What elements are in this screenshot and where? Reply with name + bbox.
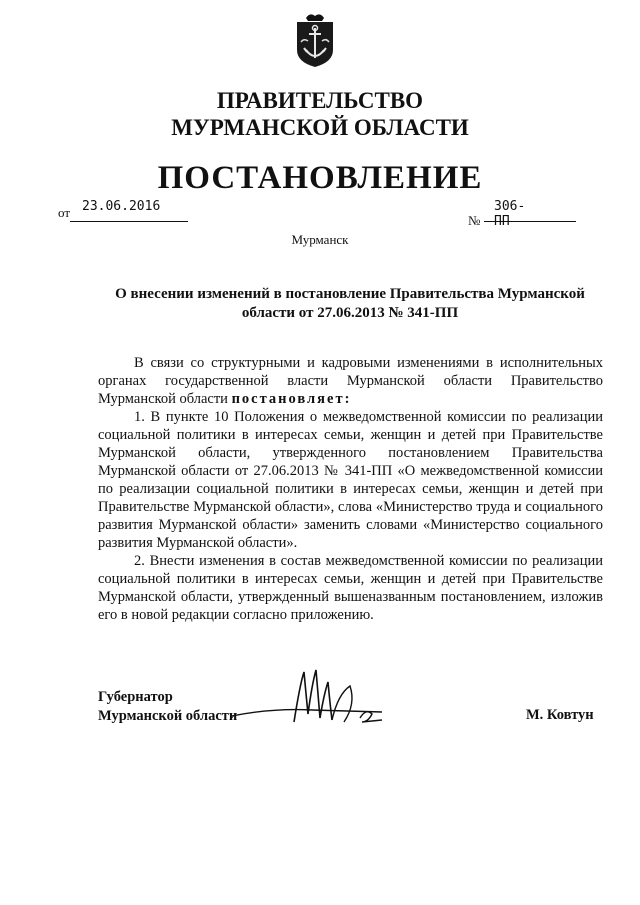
document-date-field [58, 199, 161, 221]
organization-name-line1: ПРАВИТЕЛЬСТВО [216, 88, 424, 113]
signatory-name: М. Ковтун [526, 707, 594, 723]
document-subject: О внесении изменений в постановление Правительства Мурманской области от 27.06.2013 № 341-ПП [115, 286, 585, 321]
document-number-field [468, 199, 526, 229]
intro-paragraph [98, 354, 603, 408]
organization-name-line2: МУРМАНСКОЙ ОБЛАСТИ [171, 115, 469, 140]
issue-city: Мурманск [291, 232, 349, 247]
document-body [98, 354, 603, 624]
handwritten-signature-icon [232, 664, 412, 744]
item-1-paragraph: 1. В пункте 10 Положения о межведомственной комиссии по реализации социальной политики в интересах семьи, женщин и детей при Правительстве Мурманской области, утвержденного постановлением Правительства Мурманской области от 27.06.2013 № 341-ПП «О межведомственной комиссии по реализации социальной политики в интересах семьи, женщин и детей при Правительстве Мурманской области», слова «Министерство труда и социального развития Мурманской области» заменить словами «Министерство социального развития Мурманской области». [98, 409, 603, 551]
document-date: 23.06.2016 [82, 199, 161, 214]
document-number: 306-ПП [494, 199, 526, 229]
intro-text: В связи со структурными и кадровыми изменениями в исполнительных органах государственной власти Мурманской области Правительство Мурманской области [98, 355, 603, 407]
decree-word: постановляет: [231, 391, 352, 407]
number-prefix: № [468, 213, 481, 228]
item-2-paragraph: 2. Внести изменения в состав межведомственной комиссии по реализации социальной политики в интересах семьи, женщин и детей при Правительстве Мурманской области, утвержденный вышеназванным постановлением, изложив его в новой редакции согласно приложению. [98, 553, 603, 623]
signatory-title-line1: Губернатор [98, 689, 173, 705]
coat-of-arms-icon [292, 12, 338, 68]
date-underline [70, 221, 188, 222]
number-underline [484, 221, 576, 222]
signatory-title [98, 688, 237, 726]
date-prefix: от [58, 205, 71, 220]
document-type-title: ПОСТАНОВЛЕНИЕ [157, 160, 483, 196]
signatory-title-line2: Мурманской области [98, 708, 238, 724]
